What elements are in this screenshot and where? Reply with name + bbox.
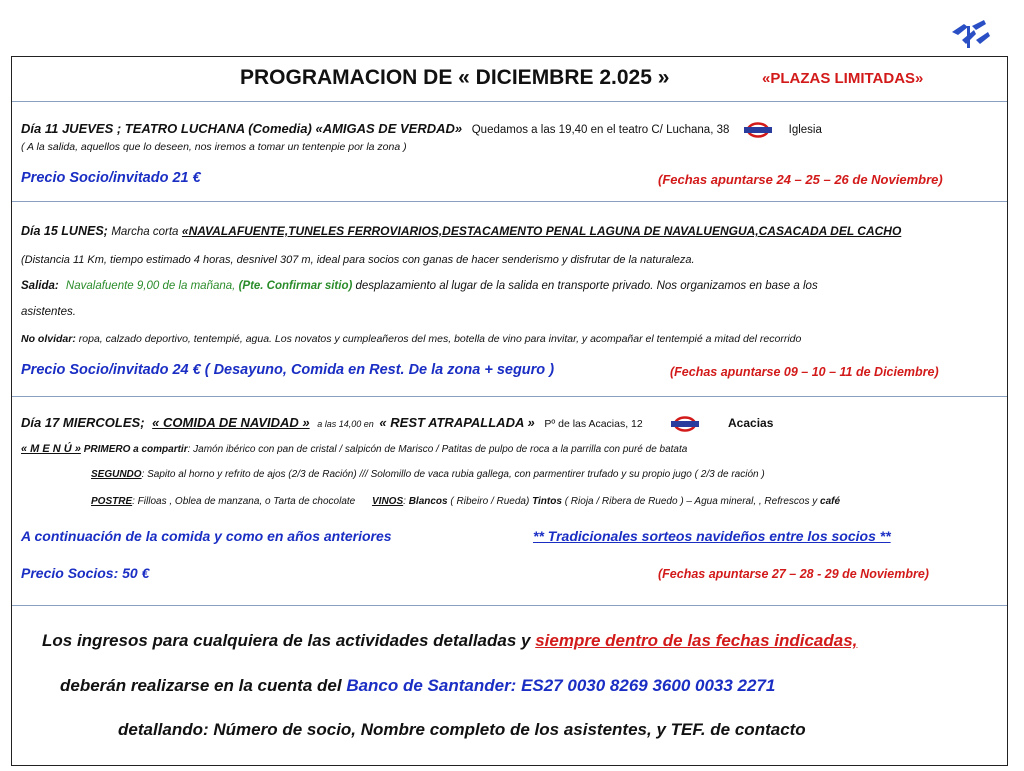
menu-label: « M E N Ú » [21, 443, 81, 455]
salida-place: Navalafuente 9,00 de la mañana, [65, 280, 236, 292]
olvidar-label: No olvidar: [21, 333, 76, 345]
salida-confirm: (Pte. Confirmar sitio) [238, 280, 353, 292]
event1-heading: Día 11 JUEVES ; TEATRO LUCHANA (Comedia) «AMIGAS DE VERDAD» [21, 121, 463, 136]
event2-heading-row [21, 224, 901, 238]
vinos-label: VINOS [372, 496, 404, 507]
divider [12, 396, 1007, 397]
event3-day: Día 17 MIERCOLES; [21, 415, 145, 430]
logo-icon [948, 18, 992, 50]
tintos-text: ( Rioja / Ribera de Ruedo ) – Agua mineral, , Refrescos y [564, 496, 818, 507]
salida-cont: asistentes. [21, 306, 76, 318]
event3-rest: « REST ATRAPALLADA » [379, 415, 535, 430]
footer-line2-a: deberán realizarse en la cuenta del [60, 676, 342, 695]
divider [12, 101, 1007, 102]
event2-dates: (Fechas apuntarse 09 – 10 – 11 de Diciembre) [670, 365, 939, 379]
segundo-label: SEGUNDO [91, 469, 142, 480]
olvidar-text: ropa, calzado deportivo, tentempié, agua. Los novatos y cumpleañeros del mes, botella de vino para invitar, y acompañar el tentempié a mitad del recorrido [78, 333, 802, 345]
event2-distance: (Distancia 11 Km, tiempo estimado 4 horas, desnivel 307 m, ideal para socios con ganas de hacer senderismo y disfrutar de la naturaleza. [21, 254, 695, 266]
menu-postre-row [91, 496, 840, 507]
postre-label: POSTRE [91, 496, 133, 507]
event2-price: Precio Socio/invitado 24 € ( Desayuno, Comida en Rest. De la zona + seguro ) [21, 362, 555, 378]
tintos-label: Tintos [532, 496, 562, 507]
event1-heading-row [21, 121, 822, 138]
primero-text: : Jamón ibérico con pan de cristal / salpicón de Marisco / Patitas de pulpo de roca a la parrilla con puré de batata [187, 444, 688, 455]
event1-price: Precio Socio/invitado 21 € [21, 170, 201, 186]
event1-meet: Quedamos a las 19,40 en el teatro C/ Luchana, 38 [471, 124, 730, 136]
vinos-pre: : [403, 496, 406, 507]
event3-time: a las 14,00 en [317, 419, 374, 429]
event3-station: Acacias [728, 416, 774, 430]
footer-line2-b: Banco de Santander: ES27 0030 8269 3600 0033 2271 [346, 676, 776, 695]
postre-text: : Filloas , Oblea de manzana, o Tarta de chocolate [132, 496, 356, 507]
menu-segundo-row [91, 469, 765, 480]
salida-label: Salida: [21, 280, 59, 292]
event1-dates: (Fechas apuntarse 24 – 25 – 26 de Noviembre) [658, 172, 943, 187]
blancos-text: ( Ribeiro / Rueda) [450, 496, 530, 507]
event3-heading-row [21, 415, 773, 432]
event3-sorteos: ** Tradicionales sorteos navideños entre los socios ** [533, 528, 891, 544]
footer-line2 [60, 676, 775, 696]
event2-route: «NAVALAFUENTE,TUNELES FERROVIARIOS,DESTACAMENTO PENAL LAGUNA DE NAVALUENGUA,CASACADA DEL CACHO [181, 224, 902, 238]
event1-station: Iglesia [788, 124, 822, 136]
menu-primero-row [21, 443, 687, 455]
event3-name: « COMIDA DE NAVIDAD » [152, 415, 310, 430]
footer-line3: detallando: Número de socio, Nombre completo de los asistentes, y TEF. de contacto [118, 720, 806, 739]
metro-icon [670, 416, 700, 432]
event2-intro: Marcha corta [111, 226, 179, 238]
event3-dates: (Fechas apuntarse 27 – 28 - 29 de Noviembre) [658, 567, 929, 581]
divider [12, 605, 1007, 606]
segundo-text: : Sapito al horno y refrito de ajos (2/3 de Ración) /// Solomillo de vaca rubia gallega, con parmentirer trufado y su propio jugo ( 2/3 de ración ) [141, 469, 765, 480]
event1-note: ( A la salida, aquellos que lo deseen, nos iremos a tomar un tentenpie por la zona ) [21, 141, 407, 153]
event2-olvidar-row [21, 333, 801, 345]
footer-line1-a: Los ingresos para cualquiera de las actividades detalladas y [42, 631, 531, 650]
salida-rest: desplazamiento al lugar de la salida en transporte privado. Nos organizamos en base a los [355, 280, 818, 292]
footer-line1-b: siempre dentro de las fechas indicadas, [535, 631, 858, 650]
divider [12, 201, 1007, 202]
page-title: PROGRAMACION DE « DICIEMBRE 2.025 » [240, 66, 670, 89]
primero-label: PRIMERO a compartir [83, 444, 188, 455]
footer-line1 [42, 631, 857, 651]
event2-salida-row [21, 280, 818, 292]
event3-continuation: A continuación de la comida y como en años anteriores [21, 528, 392, 544]
event3-address: Pº de las Acacias, 12 [544, 418, 643, 430]
event3-price: Precio Socios: 50 € [21, 565, 150, 581]
cafe-label: café [820, 496, 841, 507]
program-frame [11, 56, 1008, 766]
event2-day: Día 15 LUNES; [21, 224, 108, 238]
blancos-label: Blancos [408, 496, 448, 507]
plazas-limitadas: «PLAZAS LIMITADAS» [762, 70, 924, 87]
metro-icon [743, 122, 773, 138]
